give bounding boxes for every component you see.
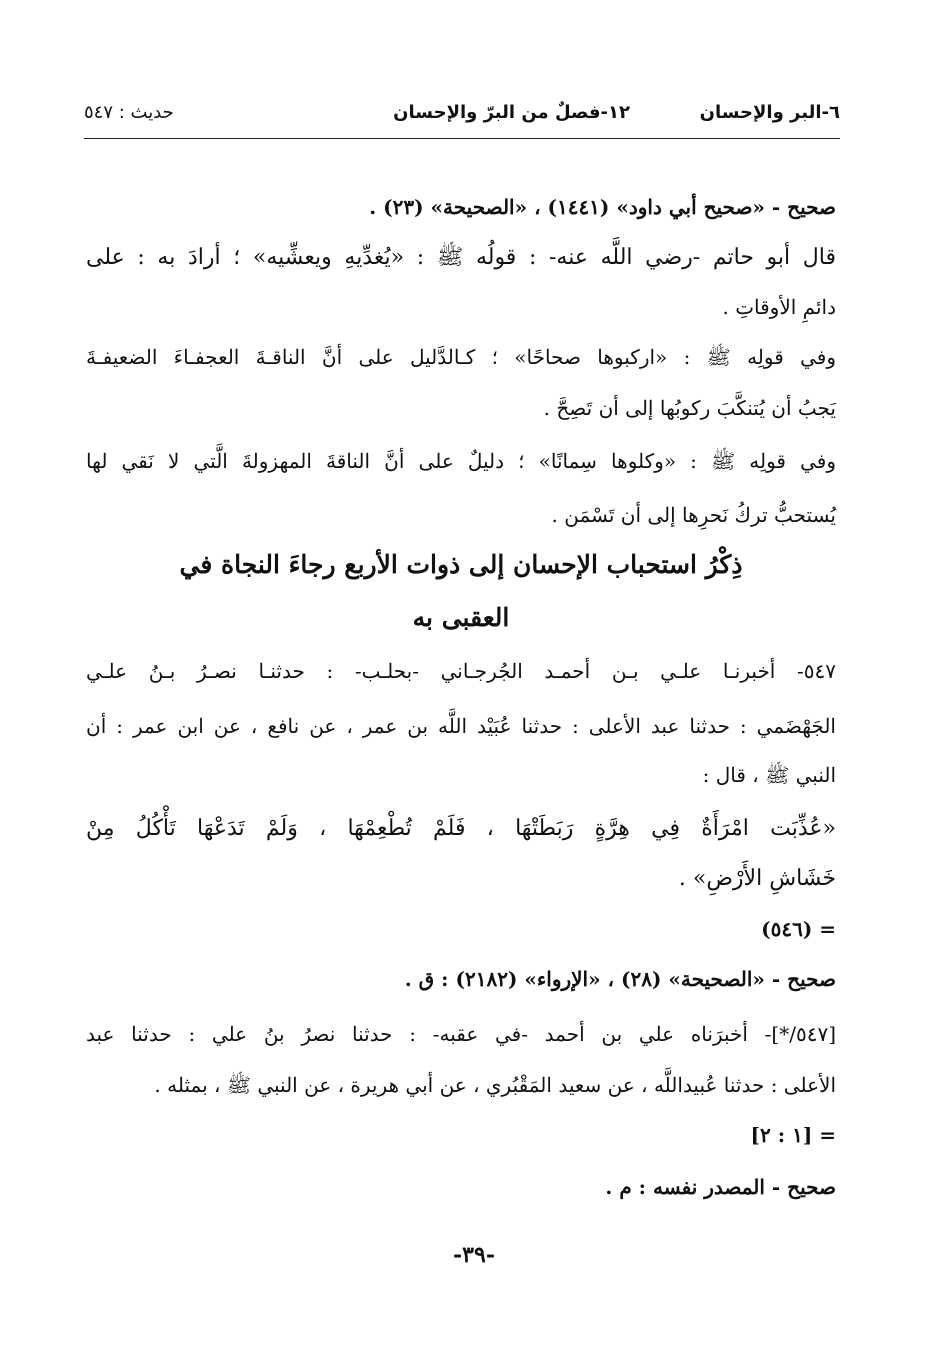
grading-line: صحيح - «الصحيحة» (٢٨) ، «الإرواء» (٢١٨٢) : ق . bbox=[404, 967, 836, 991]
hadith-text: خَشَاشِ الأَرْضِ» . bbox=[678, 866, 836, 891]
isnad-line: ٥٤٧- أخبرنـا علـي بـن أحمـد الجُرجـاني -بحلـب- : حدثنـا نصـرُ بـنُ علـي bbox=[86, 659, 836, 683]
cross-reference: = [١ : ٢] bbox=[750, 1123, 836, 1147]
commentary-line: وفي قولِه ﷺ : «وكلوها سِمانًا» ؛ دليلٌ على أنَّ الناقةَ المهزولةَ الَّتي لا نَقي لها bbox=[86, 449, 836, 473]
header-rule bbox=[84, 138, 840, 139]
hadith-reference: حديث : ٥٤٧ bbox=[84, 102, 174, 123]
isnad-line: النبي ﷺ ، قال : bbox=[702, 763, 836, 787]
page-number: -٣٩- bbox=[453, 1242, 495, 1268]
chapter-heading: العقبى به bbox=[412, 603, 510, 632]
commentary-line: قال أبو حاتم -رضي اللَّه عنه- : قولُه ﷺ : «يُغدِّيهِ ويعشِّيه» ؛ أرادَ به : على bbox=[86, 245, 836, 270]
chapter-title: ٦-البر والإحسان bbox=[699, 102, 840, 123]
commentary-line: يُستحبُّ تركُ نَحرِها إلى أن تَسْمَن . bbox=[551, 503, 836, 527]
hadith-text: «عُذِّبَت امْرَأَةٌ فِي هِرَّةٍ رَبَطَتْهَا ، فَلَمْ تُطْعِمْهَا ، وَلَمْ تَدَعْهَا تَأْكُلُ مِنْ bbox=[86, 816, 836, 841]
section-title: ١٢-فصلٌ من البرّ والإحسان bbox=[393, 102, 630, 123]
commentary-line: وفي قولِه ﷺ : «اركبوها صحاحًا» ؛ كـالدَّليل على أنَّ الناقـةَ العجفـاءَ الضعيفـةَ bbox=[86, 345, 836, 369]
commentary-line: يَجبُ أن يُتنكَّبَ ركوبُها إلى أن تَصِحَّ . bbox=[543, 396, 836, 420]
grading-line: صحيح - «صحيح أبي داود» (١٤٤١) ، «الصحيحة» (٢٣) . bbox=[369, 195, 836, 219]
commentary-line: دائمِ الأوقاتِ . bbox=[722, 295, 836, 319]
isnad-line: الجَهْضَمي : حدثنا عبد الأعلى : حدثنا عُبَيْد اللَّه بن عمر ، عن نافع ، عن ابن عمر : أن bbox=[86, 714, 836, 738]
grading-line: صحيح - المصدر نفسه : م . bbox=[605, 1175, 836, 1199]
isnad-line: الأعلى : حدثنا عُبيداللَّه ، عن سعيد المَقْبُري ، عن أبي هريرة ، عن النبي ﷺ ، بمثله . bbox=[154, 1073, 836, 1097]
running-header bbox=[84, 96, 840, 136]
cross-reference: = (٥٤٦) bbox=[761, 917, 836, 941]
isnad-line: [٥٤٧/*]- أخبرَناه علي بن أحمد -في عقبه- : حدثنا نصرُ بنُ علي : حدثنا عبد bbox=[86, 1022, 836, 1046]
chapter-heading: ذِكْرُ استحباب الإحسان إلى ذوات الأربع رجاءَ النجاة في bbox=[179, 550, 743, 579]
